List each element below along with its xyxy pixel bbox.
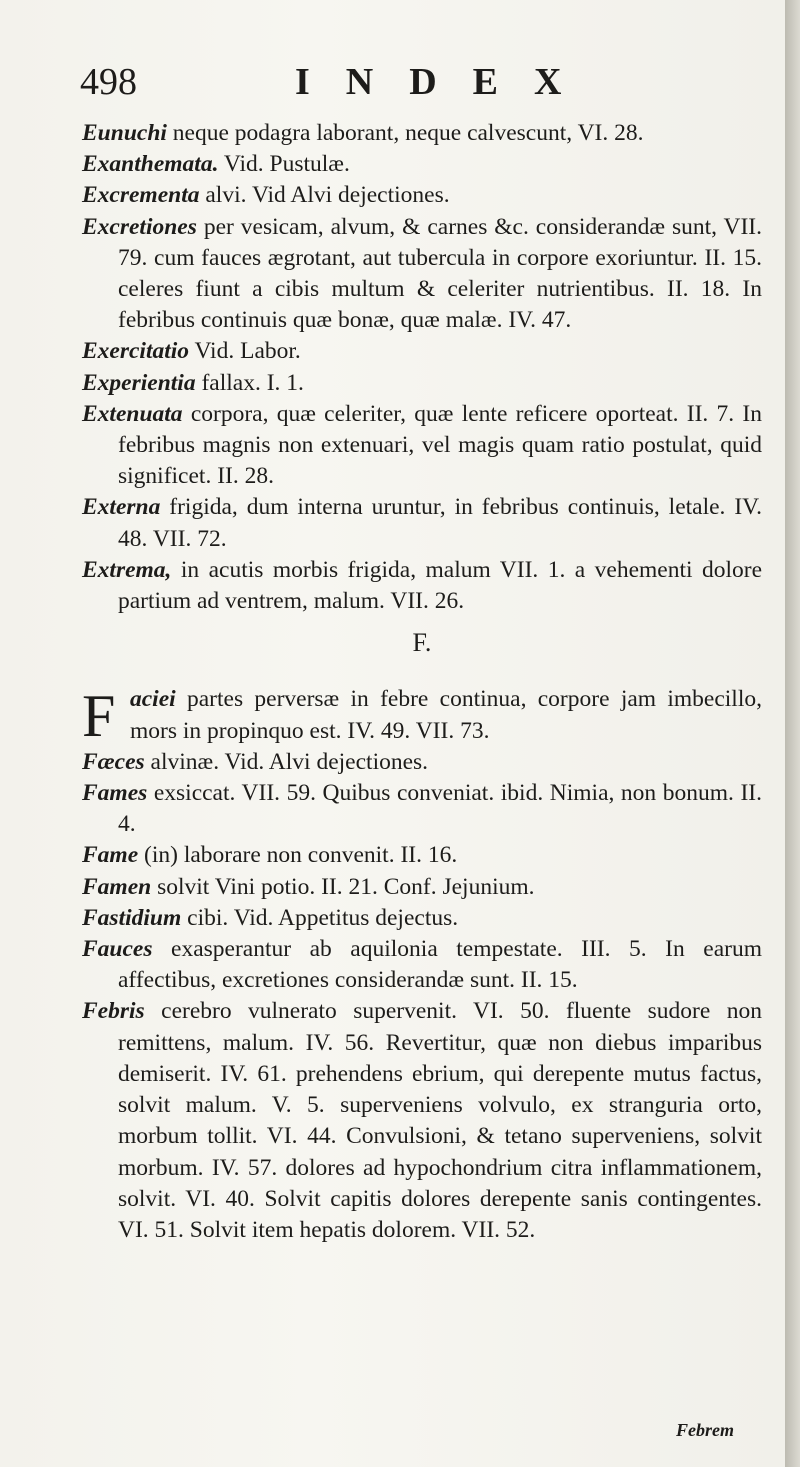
index-entry	[82, 778, 762, 840]
entry-term: Extrema,	[82, 556, 172, 583]
index-entry	[82, 368, 762, 399]
index-entry	[82, 149, 762, 180]
entry-term: Fauces	[82, 936, 153, 963]
entry-text: corpora, quæ celeriter, quæ lente reficere oporteat. II. 7. In febribus magnis non extenuari, vel magis quam ratio postulat, quid significet. II. 28.	[118, 400, 762, 490]
entry-text: cibi. Vid. Appetitus dejectus.	[181, 904, 459, 931]
index-entry	[82, 336, 762, 367]
page-edge	[785, 0, 800, 1467]
entry-text: (in) laborare non convenit. II. 16.	[138, 842, 458, 869]
entry-text: Vid. Labor.	[189, 338, 301, 365]
entry-term: Extenuata	[82, 400, 183, 427]
entry-term: Fames	[82, 780, 148, 807]
entry-term: Famen	[82, 873, 152, 900]
entry-text: alvi. Vid Alvi dejectiones.	[199, 182, 450, 209]
entry-term: Exanthemata.	[82, 151, 219, 178]
entry-term: Fastidium	[82, 904, 182, 931]
entry-text: fallax. I. 1.	[195, 369, 304, 396]
entry-text: partes perversæ in febre continua, corpore jam imbecillo, mors in propinquo est. IV. 49. VII. 73.	[130, 686, 762, 744]
index-entry	[82, 840, 762, 871]
entry-text: Vid. Pustulæ.	[218, 151, 350, 178]
page-header	[80, 60, 760, 120]
catchword: Febrem	[676, 1420, 734, 1440]
section-letter: F.	[412, 628, 432, 658]
index-entry	[82, 747, 762, 778]
index-entry	[82, 399, 762, 493]
entry-term: Fame	[82, 842, 139, 869]
entry-text: alvinæ. Vid. Alvi dejectiones.	[144, 748, 429, 775]
index-entry	[82, 903, 762, 934]
index-entry	[82, 212, 762, 337]
index-entry	[82, 996, 762, 1246]
entry-term: Excrementa	[82, 182, 200, 209]
index-entry	[82, 492, 762, 554]
entry-text: per vesicam, alvum, & carnes &c. considerandæ sunt, VII. 79. cum fauces ægrotant, aut tubercula in corpore exoriuntur. II. 15. celeres fiunt a cibis multum & celeriter nutrientibus. II. 18. In febribus continuis quæ bonæ, quæ malæ. IV. 47.	[118, 213, 762, 334]
entry-term: Externa	[82, 494, 161, 521]
entry-text: solvit Vini potio. II. 21. Conf. Jejunium.	[151, 873, 535, 900]
drop-cap: F	[82, 683, 116, 750]
entry-term: Exercitatio	[82, 338, 190, 365]
entries-e	[82, 118, 762, 617]
index-entries	[82, 118, 762, 1246]
index-entry-first-f	[82, 683, 762, 750]
entry-term: Febris	[82, 998, 145, 1025]
entry-term: aciei	[130, 686, 176, 713]
entry-text: in acutis morbis frigida, malum VII. 1. a vehementi dolore partium ad ventrem, malum. VII. 26.	[118, 556, 762, 615]
index-entry	[82, 555, 762, 617]
entry-term: Eunuchi	[82, 120, 167, 146]
page-number: 498	[80, 61, 137, 103]
entries-f	[82, 747, 762, 1246]
entry-text: exasperantur ab aquilonia tempestate. III. 5. In earum affectibus, excretiones considerandæ sunt. II. 15.	[118, 936, 762, 994]
entry-term: Experientia	[82, 369, 196, 396]
entry-text: neque podagra laborant, neque calvescunt, VI. 28.	[166, 120, 644, 146]
running-head: INDEX	[295, 61, 598, 103]
entry-text: exsiccat. VII. 59. Quibus conveniat. ibid. Nimia, non bonum. II. 4.	[118, 780, 762, 838]
index-entry	[82, 118, 762, 149]
index-entry	[82, 872, 762, 903]
index-entry	[82, 934, 762, 996]
entry-text: frigida, dum interna uruntur, in febribus continuis, letale. IV. 48. VII. 72.	[118, 494, 762, 552]
entry-term: Fæces	[82, 748, 145, 775]
entry-term: Excretiones	[82, 213, 197, 240]
index-entry	[82, 180, 762, 211]
entry-text: cerebro vulnerato supervenit. VI. 50. fluente sudore non remittens, malum. IV. 56. Revertitur, quæ non diebus imparibus demiserit. IV. 61. prehendens ebrium, qui derepente mutus factus, solvit malum. V. 5. superveniens volvulo, ex stranguria orto, morbum tollit. VI. 44. Convulsioni, & tetano superveniens, solvit morbum. IV. 57. dolores ad hypochondrium citra inflammationem, solvit. VI. 40. Solvit capitis dolores derepente sanis contingentes. VI. 51. Solvit item hepatis dolorem. VII. 52.	[118, 998, 762, 1243]
